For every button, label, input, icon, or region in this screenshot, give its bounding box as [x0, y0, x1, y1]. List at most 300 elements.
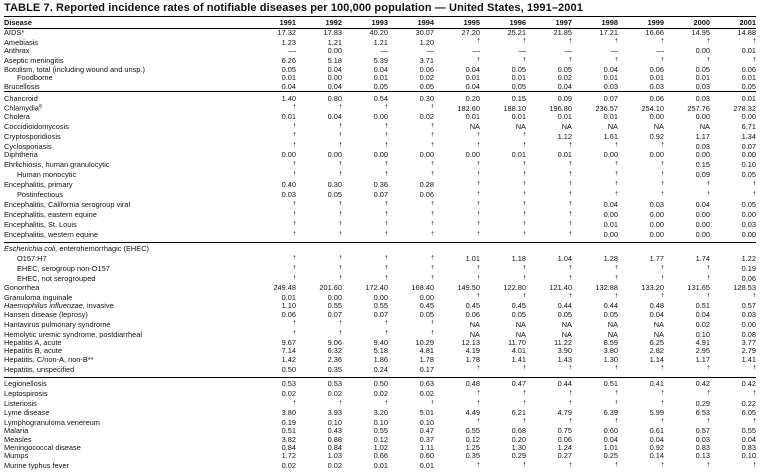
value-cell [664, 190, 710, 200]
dagger-footnote: † [477, 190, 480, 197]
value-cell: 0.66 [373, 451, 388, 461]
value-cell: 8.59 [603, 338, 618, 347]
value-cell: 0.00 [649, 220, 664, 230]
dagger-footnote: † [523, 132, 526, 139]
dagger-footnote: † [707, 56, 710, 63]
value-cell [526, 364, 572, 377]
dagger-footnote: † [661, 142, 664, 149]
value-cell: 1.01 [465, 254, 480, 264]
value-cell: 0.00 [327, 46, 342, 56]
value-cell: 0.54 [373, 93, 388, 103]
disease-cell [4, 230, 250, 243]
value-cell: 1.78 [419, 354, 434, 364]
table-row [4, 230, 756, 243]
table-title: TABLE 7. Reported incidence rates of notifiable diseases per 100,000 population — United States, 1991–2001 [4, 2, 583, 14]
value-cell: 0.01 [603, 220, 618, 230]
value-cell: 0.05 [419, 309, 434, 319]
value-cell: 6.53 [695, 407, 710, 417]
value-cell: — [380, 46, 388, 56]
value-cell: 0.00 [373, 150, 388, 160]
dagger-footnote: † [293, 122, 296, 129]
table-row [4, 409, 756, 417]
value-cell: 17.83 [323, 28, 342, 37]
dagger-footnote: † [569, 461, 572, 468]
dagger-footnote: † [753, 389, 756, 396]
value-cell: 0.04 [695, 200, 710, 210]
dagger-footnote: † [569, 274, 572, 281]
value-cell: 0.10 [695, 329, 710, 339]
value-cell: 1.42 [281, 354, 296, 364]
value-cell: 2.95 [695, 346, 710, 356]
value-cell [480, 220, 526, 230]
disease-cell [4, 444, 250, 452]
dagger-footnote: † [477, 160, 480, 167]
dagger-footnote: † [707, 180, 710, 187]
value-cell: 0.01 [741, 73, 756, 83]
value-cell: 0.04 [465, 64, 480, 74]
dagger-footnote: † [661, 461, 664, 468]
disease-label: Leptospirosis [4, 389, 48, 399]
dagger-footnote: † [385, 274, 388, 281]
dagger-footnote: † [753, 418, 756, 425]
dagger-footnote: † [293, 399, 296, 406]
dagger-footnote: † [523, 142, 526, 149]
value-cell [664, 364, 710, 377]
dagger-footnote: † [293, 220, 296, 227]
dagger-footnote: † [339, 320, 342, 327]
disease-cell [4, 200, 250, 210]
table-section [4, 29, 756, 92]
value-cell: 1.20 [419, 37, 434, 47]
disease-cell [4, 284, 250, 292]
table-header-row [4, 17, 756, 29]
value-cell: 0.05 [327, 190, 342, 200]
dagger-footnote: † [707, 264, 710, 271]
value-cell: 0.00 [741, 210, 756, 220]
disease-label: Anthrax [4, 46, 30, 56]
disease-cell [4, 131, 250, 141]
value-cell: 168.40 [411, 282, 434, 292]
dagger-footnote: † [431, 330, 434, 337]
table-row [4, 151, 756, 159]
dagger-footnote: † [385, 264, 388, 271]
value-cell: 0.00 [695, 210, 710, 220]
value-cell [710, 190, 756, 200]
value-cell [526, 389, 572, 399]
value-cell: 1.21 [373, 37, 388, 47]
value-cell: — [426, 46, 434, 56]
value-cell [342, 264, 388, 274]
dagger-footnote: † [661, 399, 664, 406]
value-cell [710, 180, 756, 190]
value-cell [250, 122, 296, 132]
dagger-footnote: † [753, 293, 756, 300]
dagger-footnote: † [339, 254, 342, 261]
table-section [4, 377, 756, 473]
value-cell: 0.05 [511, 64, 526, 74]
table-row [4, 242, 756, 253]
dagger-footnote: † [477, 200, 480, 207]
value-cell: 0.02 [695, 319, 710, 329]
dagger-footnote: † [523, 170, 526, 177]
value-cell: 133.20 [641, 282, 664, 292]
value-cell [572, 264, 618, 274]
dagger-footnote: † [477, 399, 480, 406]
dagger-footnote: † [339, 330, 342, 337]
disease-label: Lymphogranuloma venereum [4, 417, 100, 427]
value-cell: 0.02 [373, 389, 388, 399]
value-cell [342, 254, 388, 264]
disease-cell [4, 377, 250, 388]
value-cell: 0.04 [465, 81, 480, 91]
dagger-footnote: † [661, 56, 664, 63]
dagger-footnote: † [385, 160, 388, 167]
value-cell: 0.02 [419, 389, 434, 399]
value-cell: 17.32 [277, 28, 296, 37]
dagger-footnote: † [431, 220, 434, 227]
disease-label: Hepatitis B, acute [4, 346, 62, 356]
value-cell: 0.05 [741, 81, 756, 91]
value-cell: 0.00 [419, 150, 434, 160]
disease-cell [4, 92, 250, 103]
value-cell [250, 170, 296, 180]
disease-label: Listeriosis [4, 399, 37, 409]
value-cell: NA [515, 329, 526, 339]
dagger-footnote: † [339, 264, 342, 271]
value-cell: 0.01 [465, 112, 480, 122]
value-cell [572, 242, 618, 253]
dagger-footnote: † [385, 200, 388, 207]
value-cell [710, 389, 756, 399]
value-cell: NA [469, 329, 480, 339]
value-cell: 0.92 [649, 442, 664, 452]
disease-label: Botulism, total (including wound and unsp.) [4, 64, 145, 74]
value-cell [480, 461, 526, 473]
disease-cell [4, 151, 250, 159]
dagger-footnote: † [385, 230, 388, 237]
value-cell: 3.90 [557, 346, 572, 356]
value-cell: NA [561, 319, 572, 329]
col-header-year: 2001 [710, 17, 756, 29]
value-cell: 0.57 [695, 426, 710, 436]
value-cell [388, 242, 434, 253]
value-cell [388, 230, 434, 243]
dagger-footnote: † [753, 461, 756, 468]
value-cell: 0.30 [327, 180, 342, 190]
value-cell [388, 122, 434, 132]
value-cell: 17.21 [599, 28, 618, 37]
table-row [4, 319, 756, 329]
dagger-footnote: † [523, 190, 526, 197]
disease-cell [4, 220, 250, 230]
value-cell: 182.60 [457, 103, 480, 113]
value-cell: 3.80 [281, 407, 296, 417]
dagger-footnote: † [431, 132, 434, 139]
dagger-footnote: † [477, 264, 480, 271]
value-cell: 0.44 [557, 379, 572, 389]
disease-label: Hepatitis, unspecified [4, 364, 75, 374]
value-cell [342, 220, 388, 230]
dagger-footnote: † [431, 122, 434, 129]
table-row [4, 170, 756, 180]
dagger-footnote: † [431, 320, 434, 327]
value-cell [342, 131, 388, 141]
disease-label: Granuloma inguinale [4, 292, 73, 302]
table-row [4, 83, 756, 92]
value-cell: 3.93 [327, 407, 342, 417]
dagger-footnote: † [477, 293, 480, 300]
value-cell [250, 319, 296, 329]
value-cell: 0.06 [419, 190, 434, 200]
value-cell: 1.78 [465, 354, 480, 364]
value-cell: 0.01 [511, 73, 526, 83]
table-row [4, 220, 756, 230]
dagger-footnote: † [293, 230, 296, 237]
value-cell: 1.12 [557, 131, 572, 141]
table-row [4, 122, 756, 132]
value-cell [572, 364, 618, 377]
col-header-year: 1991 [250, 17, 296, 29]
value-cell: 0.00 [649, 150, 664, 160]
dagger-footnote: † [477, 170, 480, 177]
dagger-footnote: † [431, 264, 434, 271]
dagger-footnote: † [661, 293, 664, 300]
dagger-footnote: † [615, 365, 618, 372]
disease-label: Hemolytic uremic syndrome, postdiarrheal [4, 329, 143, 339]
value-cell: 0.03 [695, 81, 710, 91]
dagger-footnote: † [385, 399, 388, 406]
disease-cell [4, 319, 250, 329]
value-cell [434, 220, 480, 230]
value-cell: 0.00 [281, 150, 296, 160]
value-cell: 236.57 [595, 103, 618, 113]
value-cell [480, 170, 526, 180]
value-cell: 0.28 [419, 180, 434, 190]
value-cell: 0.48 [649, 301, 664, 311]
value-cell: 0.43 [327, 426, 342, 436]
value-cell: 0.45 [419, 301, 434, 311]
value-cell: 0.01 [281, 73, 296, 83]
value-cell: 0.04 [557, 81, 572, 91]
value-cell: — [472, 46, 480, 56]
value-cell: 0.09 [695, 170, 710, 180]
value-cell [296, 254, 342, 264]
value-cell [572, 160, 618, 170]
dagger-footnote: † [615, 389, 618, 396]
table-row [4, 190, 756, 200]
value-cell: 0.10 [419, 417, 434, 427]
incidence-table [4, 16, 756, 473]
dagger-footnote: † [569, 142, 572, 149]
value-cell [250, 200, 296, 210]
value-cell: 1.17 [695, 131, 710, 141]
disease-label: Aseptic meningitis [4, 56, 64, 66]
dagger-footnote: † [339, 220, 342, 227]
dagger-footnote: † [293, 170, 296, 177]
dagger-footnote: † [339, 210, 342, 217]
value-cell: 3.80 [603, 346, 618, 356]
dagger-footnote: † [661, 264, 664, 271]
value-cell: 1.41 [511, 354, 526, 364]
value-cell: 0.05 [741, 200, 756, 210]
dagger-footnote: † [753, 56, 756, 63]
dagger-footnote: † [431, 170, 434, 177]
value-cell [388, 170, 434, 180]
disease-label: Hepatitis A, acute [4, 338, 62, 347]
dagger-footnote: † [569, 418, 572, 425]
table-row [4, 29, 756, 38]
col-header-year: 1997 [526, 17, 572, 29]
value-cell: 0.01 [557, 112, 572, 122]
value-cell: 4.19 [465, 346, 480, 356]
dagger-footnote: † [661, 38, 664, 45]
value-cell: 0.00 [327, 73, 342, 83]
value-cell: 0.07 [373, 190, 388, 200]
disease-label: Meningococcal disease [4, 442, 81, 452]
value-cell: 0.15 [695, 160, 710, 170]
value-cell [526, 264, 572, 274]
value-cell: 257.76 [687, 103, 710, 113]
value-cell: 0.05 [695, 64, 710, 74]
dagger-footnote: † [569, 170, 572, 177]
disease-cell [4, 242, 250, 253]
value-cell: 0.29 [695, 399, 710, 409]
dagger-footnote: † [753, 38, 756, 45]
dagger-footnote: † [661, 365, 664, 372]
value-cell: 0.10 [741, 160, 756, 170]
dagger-footnote: † [615, 56, 618, 63]
dagger-footnote: † [431, 142, 434, 149]
disease-label: Mumps [4, 451, 29, 461]
value-cell: 0.00 [695, 220, 710, 230]
disease-label: Human monocytic [17, 170, 77, 180]
disease-label: Amebiasis [4, 37, 39, 47]
value-cell [480, 264, 526, 274]
value-cell: 0.07 [327, 309, 342, 319]
value-cell: 0.01 [373, 73, 388, 83]
value-cell: 0.63 [419, 379, 434, 389]
value-cell: 1.30 [603, 354, 618, 364]
value-cell [434, 190, 480, 200]
value-cell: 1.28 [603, 254, 618, 264]
value-cell: 122.80 [503, 282, 526, 292]
dagger-footnote: † [707, 190, 710, 197]
value-cell: 0.06 [557, 434, 572, 444]
dagger-footnote: † [661, 160, 664, 167]
value-cell: 1.86 [373, 354, 388, 364]
value-cell [480, 180, 526, 190]
value-cell [526, 220, 572, 230]
disease-label: Diphtheria [4, 150, 38, 160]
dagger-footnote: † [523, 180, 526, 187]
value-cell: 0.02 [281, 461, 296, 471]
value-cell [664, 389, 710, 399]
disease-cell [4, 210, 250, 220]
value-cell: 0.00 [741, 230, 756, 240]
disease-label: Brucellosis [4, 81, 40, 91]
dagger-footnote: † [339, 142, 342, 149]
dagger-footnote: † [707, 389, 710, 396]
value-cell [342, 210, 388, 220]
value-cell [618, 160, 664, 170]
value-cell: 0.07 [741, 141, 756, 151]
disease-cell [4, 170, 250, 180]
value-cell: 0.01 [465, 73, 480, 83]
value-cell: 0.05 [741, 170, 756, 180]
value-cell [388, 210, 434, 220]
value-cell: 0.06 [649, 64, 664, 74]
value-cell [618, 389, 664, 399]
value-cell: 0.61 [649, 426, 664, 436]
value-cell: 0.19 [281, 417, 296, 427]
value-cell: 1.01 [603, 442, 618, 452]
value-cell: 0.00 [419, 292, 434, 302]
value-cell [250, 230, 296, 243]
value-cell [342, 242, 388, 253]
value-cell: 0.60 [603, 426, 618, 436]
value-cell: 0.02 [281, 389, 296, 399]
value-cell: 0.01 [511, 150, 526, 160]
disease-cell [4, 37, 250, 47]
dagger-footnote: † [477, 180, 480, 187]
value-cell [618, 461, 664, 473]
value-cell [480, 389, 526, 399]
disease-label: Encephalitis, eastern equine [4, 210, 97, 220]
dagger-footnote: † [385, 220, 388, 227]
dagger-footnote: † [707, 274, 710, 281]
disease-label: Murine typhus fever [4, 461, 69, 471]
value-cell [618, 242, 664, 253]
dagger-footnote: † [661, 418, 664, 425]
dagger-footnote: † [707, 461, 710, 468]
disease-label: Encephalitis, St. Louis [4, 220, 77, 230]
disease-label: Chancroid [4, 93, 38, 103]
value-cell: 0.42 [695, 379, 710, 389]
dagger-footnote: † [477, 220, 480, 227]
value-cell: NA [607, 329, 618, 339]
value-cell: 1.61 [603, 131, 618, 141]
value-cell [434, 264, 480, 274]
dagger-footnote: † [477, 38, 480, 45]
footnote-marker: § [38, 104, 42, 111]
value-cell: 0.55 [741, 426, 756, 436]
value-cell: 1.25 [465, 442, 480, 452]
value-cell [710, 461, 756, 473]
dagger-footnote: † [385, 210, 388, 217]
value-cell: NA [561, 122, 572, 132]
value-cell: 0.04 [695, 309, 710, 319]
value-cell: 0.57 [741, 301, 756, 311]
value-cell: 1.21 [327, 37, 342, 47]
value-cell: 5.18 [327, 56, 342, 66]
dagger-footnote: † [615, 160, 618, 167]
value-cell: 6.26 [281, 56, 296, 66]
value-cell: 0.05 [511, 81, 526, 91]
disease-label: invasive [84, 301, 114, 311]
value-cell: 14.95 [691, 28, 710, 37]
value-cell: 0.83 [741, 442, 756, 452]
value-cell: 0.00 [741, 319, 756, 329]
table-row [4, 452, 756, 460]
value-cell [526, 461, 572, 473]
value-cell [388, 264, 434, 274]
value-cell: 0.04 [327, 64, 342, 74]
dagger-footnote: † [293, 274, 296, 281]
value-cell [250, 220, 296, 230]
col-header-year: 1996 [480, 17, 526, 29]
value-cell [526, 230, 572, 243]
dagger-footnote: † [477, 274, 480, 281]
